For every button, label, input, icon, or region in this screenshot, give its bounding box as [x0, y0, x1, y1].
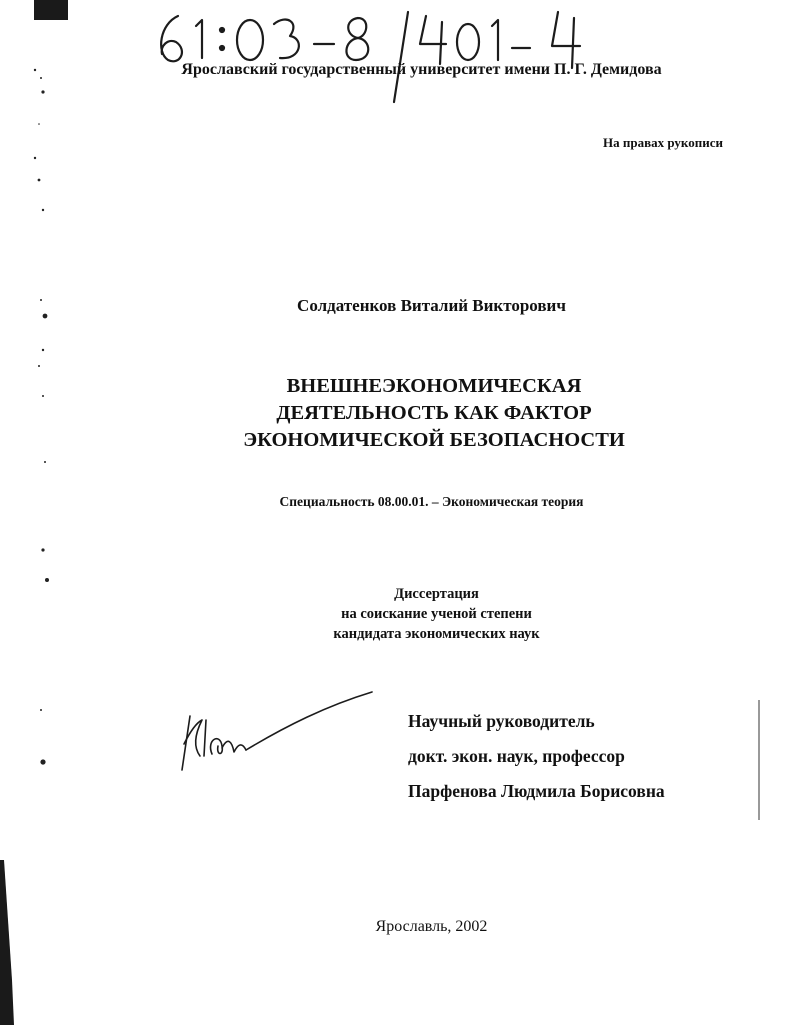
title-line: ДЕЯТЕЛЬНОСТЬ КАК ФАКТОР — [276, 402, 592, 424]
scan-edge-shadow — [0, 860, 14, 1025]
author-name: Солдатенков Виталий Викторович — [297, 296, 566, 315]
specialty-line: Специальность 08.00.01. – Экономическая теория — [279, 494, 584, 509]
rights-notice: На правах рукописи — [603, 135, 723, 150]
supervisor-line: Парфенова Людмила Борисовна — [408, 781, 665, 801]
title-line: ЭКОНОМИЧЕСКОЙ БЕЗОПАСНОСТИ — [243, 429, 625, 451]
degree-line: кандидата экономических наук — [333, 626, 540, 642]
supervisor-line: докт. экон. наук, профессор — [408, 746, 625, 766]
handwritten-signature — [176, 686, 376, 776]
handwritten-archive-number — [150, 4, 610, 104]
title-line: ВНЕШНЕЭКОНОМИЧЕСКАЯ — [286, 375, 582, 397]
supervisor-block — [408, 704, 665, 809]
scan-corner-mark — [34, 0, 68, 20]
scan-edge-mark — [757, 700, 761, 820]
supervisor-line: Научный руководитель — [408, 711, 595, 731]
degree-line: Диссертация — [394, 586, 479, 602]
city-year: Ярославль, 2002 — [375, 918, 488, 935]
dissertation-title — [0, 373, 793, 454]
degree-statement — [0, 584, 793, 644]
degree-line: на соискание ученой степени — [341, 606, 532, 622]
university-name: Ярославский государственный университет имени П. Г. Демидова — [181, 61, 662, 78]
